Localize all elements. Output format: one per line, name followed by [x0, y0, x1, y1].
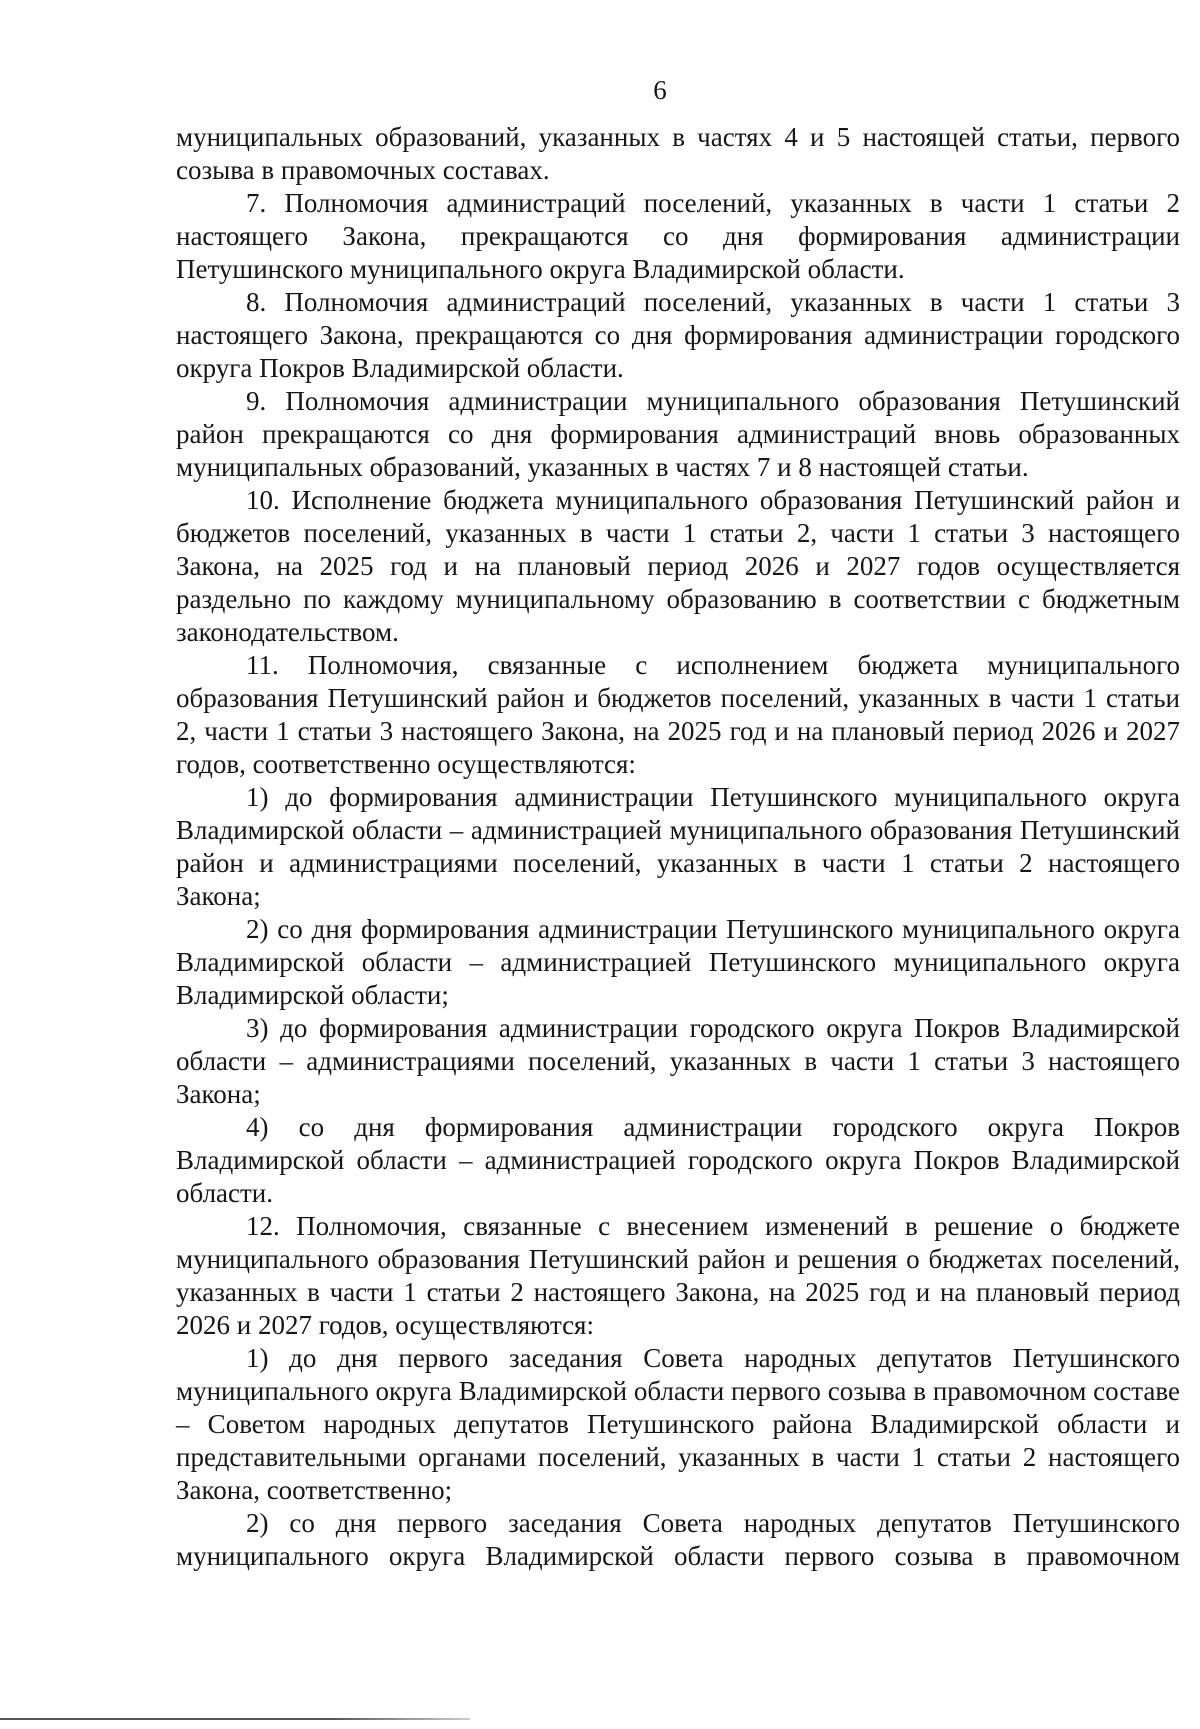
paragraph-part-11-item-2: 2) со дня формирования администрации Петушинского муниципального округа Владимирской области – администрацией Петушинского муниципального округа Владимирской области;	[176, 914, 1180, 1010]
paragraph-part-12-item-2: 2) со дня первого заседания Совета народных депутатов Петушинского муниципального округа Владимирской области первого созыва в правомочном	[176, 1508, 1180, 1571]
paragraph-part-12-item-1: 1) до дня первого заседания Совета народных депутатов Петушинского муниципального округа Владимирской области первого созыва в правомочном составе – Советом народных депутатов Петушинского района Владимирской области и представительными органами поселений, указанных в части 1 статьи 2 настоящего Закона, соответственно;	[176, 1343, 1180, 1505]
document-body	[176, 121, 1180, 1573]
paragraph-part-8: 8. Полномочия администраций поселений, указанных в части 1 статьи 3 настоящего Закона, прекращаются со дня формирования администрации городского округа Покров Владимирской области.	[176, 287, 1180, 383]
bottom-scan-rule	[0, 1718, 470, 1720]
paragraph-continuation: муниципальных образований, указанных в частях 4 и 5 настоящей статьи, первого созыва в правомочных составах.	[176, 122, 1180, 185]
paragraph-part-11-item-4: 4) со дня формирования администрации городского округа Покров Владимирской области – администрацией городского округа Покров Владимирской области.	[176, 1112, 1180, 1208]
paragraph-part-11: 11. Полномочия, связанные с исполнением бюджета муниципального образования Петушинский район и бюджетов поселений, указанных в части 1 статьи 2, части 1 статьи 3 настоящего Закона, на 2025 год и на плановый период 2026 и 2027 годов, соответственно осуществляются:	[176, 650, 1180, 779]
page-number: 6	[653, 75, 667, 105]
paragraph-part-12: 12. Полномочия, связанные с внесением изменений в решение о бюджете муниципального образования Петушинский район и решения о бюджетах поселений, указанных в части 1 статьи 2 настоящего Закона, на 2025 год и на плановый период 2026 и 2027 годов, осуществляются:	[176, 1211, 1180, 1340]
paragraph-part-11-item-1: 1) до формирования администрации Петушинского муниципального округа Владимирской области – администрацией муниципального образования Петушинский район и администрациями поселений, указанных в части 1 статьи 2 настоящего Закона;	[176, 782, 1180, 911]
paragraph-part-7: 7. Полномочия администраций поселений, указанных в части 1 статьи 2 настоящего Закона, прекращаются со дня формирования администрации Петушинского муниципального округа Владимирской области.	[176, 188, 1180, 284]
paragraph-part-11-item-3: 3) до формирования администрации городского округа Покров Владимирской области – администрациями поселений, указанных в части 1 статьи 3 настоящего Закона;	[176, 1013, 1180, 1109]
paragraph-part-10: 10. Исполнение бюджета муниципального образования Петушинский район и бюджетов поселений, указанных в части 1 статьи 2, части 1 статьи 3 настоящего Закона, на 2025 год и на плановый период 2026 и 2027 годов осуществляется раздельно по каждому муниципальному образованию в соответствии с бюджетным законодательством.	[176, 485, 1180, 647]
paragraph-part-9: 9. Полномочия администрации муниципального образования Петушинский район прекращаются со дня формирования администраций вновь образованных муниципальных образований, указанных в частях 7 и 8 настоящей статьи.	[176, 386, 1180, 482]
